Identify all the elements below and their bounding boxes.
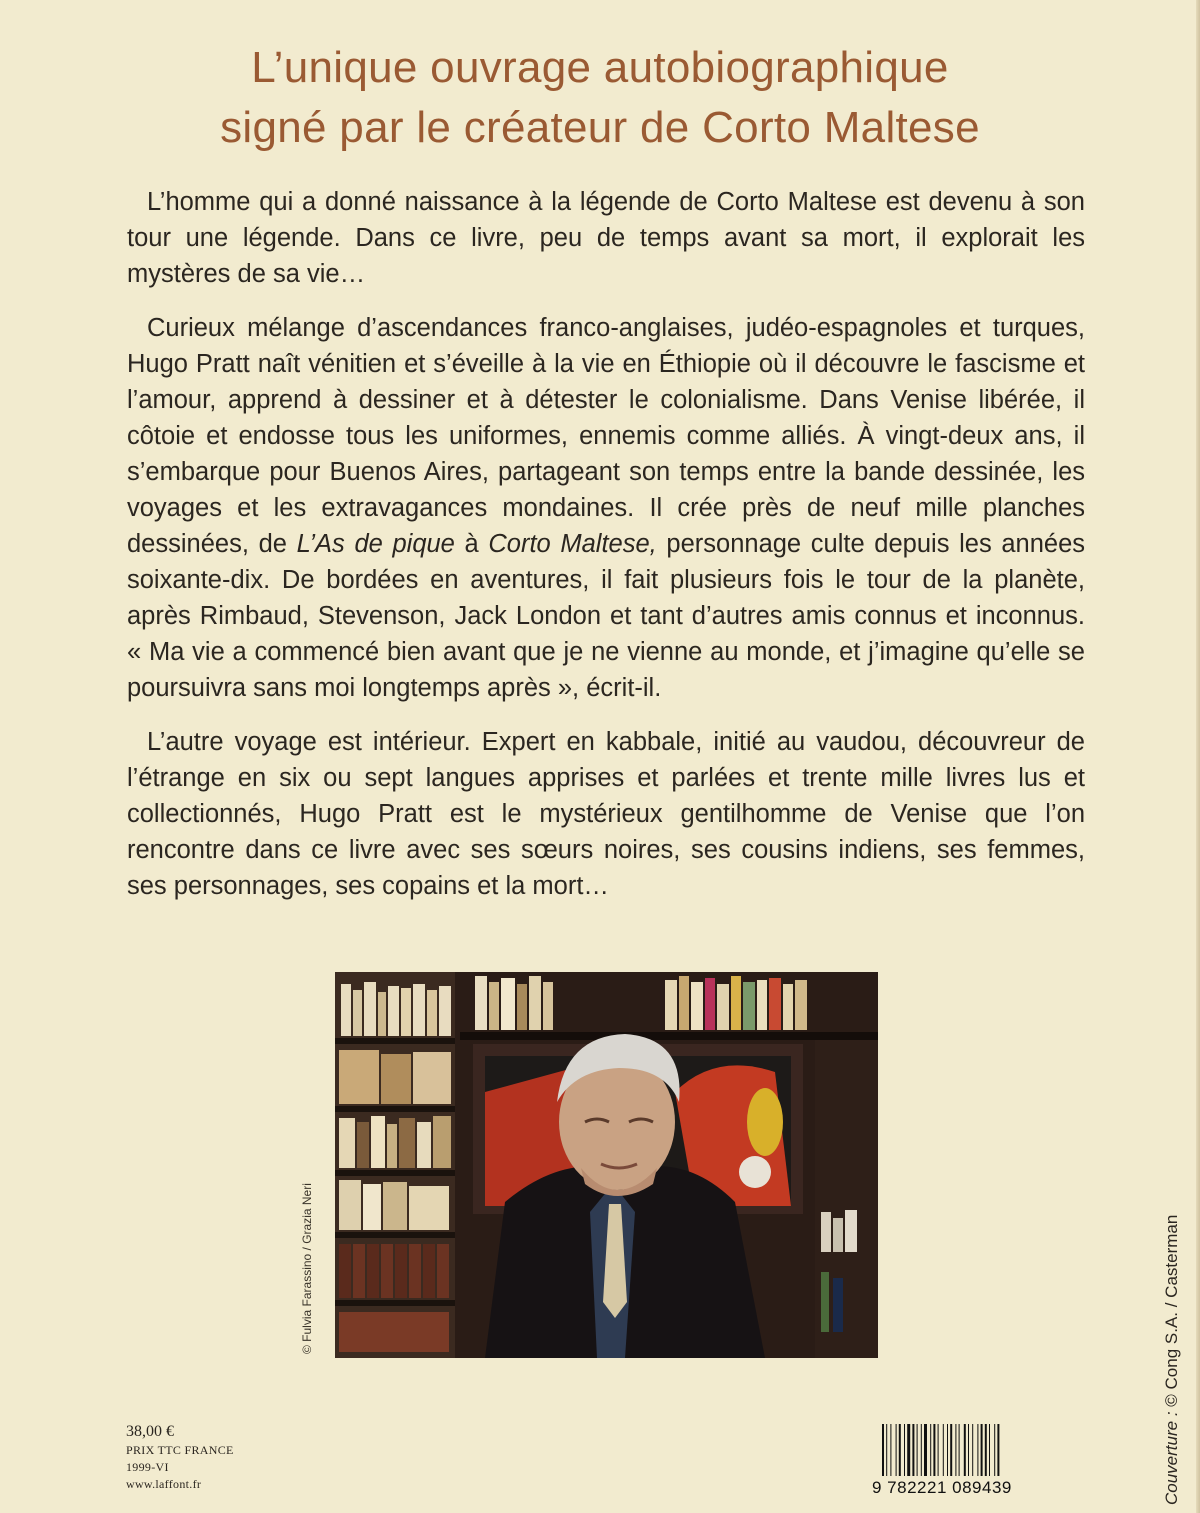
- headline-line-1: L’unique ouvrage autobiographique: [251, 43, 949, 92]
- barcode-bar: [904, 1424, 905, 1476]
- barcode-bar: [989, 1424, 990, 1476]
- blurb: [127, 184, 1085, 922]
- barcode-bar: [947, 1424, 948, 1476]
- barcode-bars: [872, 1424, 1048, 1478]
- photo-credit: © Fulvia Farassino / Grazia Neri: [300, 1183, 314, 1354]
- barcode-bar: [896, 1424, 897, 1476]
- book-title-corto-maltese: Corto Maltese,: [488, 530, 657, 558]
- price-amount: 38,00 €: [126, 1423, 174, 1440]
- barcode-bar: [907, 1424, 910, 1476]
- cover-credit-text: © Cong S.A. / Casterman: [1162, 1214, 1181, 1412]
- print-code: 1999-VI: [126, 1460, 169, 1474]
- barcode-bar: [968, 1424, 969, 1476]
- blurb-paragraph-3: L’autre voyage est intérieur. Expert en kabbale, initié au vaudou, découvreur de l’étrange en six ou sept langues apprises et parlées et trente mille livres lus et collectionnés, Hugo Pratt est le mystérieux gentilhomme de Venise que l’on rencontre dans ce livre avec ses sœurs noires, ses cousins indiens, ses femmes, ses personnages, ses copains et la mort…: [127, 728, 1085, 900]
- blurb-p2-text-a: Curieux mélange d’ascendances franco-anglaises, judéo-espagnoles et turques, Hugo Pratt naît vénitien et s’éveille à la vie en Éthiopie où il découvre le fascisme et l’amour, apprend à dessiner et à détester le colonialisme. Dans Venise libérée, il côtoie et endosse tous les uniformes, ennemis comme alliés. À vingt-deux ans, il s’embarque pour Buenos Aires, partageant son temps entre la bande dessinée, les voyages et les extravagances mondaines. Il crée près de neuf mille planches dessinées, de: [127, 314, 1085, 558]
- author-photo: [335, 972, 878, 1358]
- barcode-bar: [972, 1424, 973, 1476]
- barcode-bar: [921, 1424, 922, 1476]
- barcode-bar: [882, 1424, 884, 1476]
- barcode-bar: [890, 1424, 891, 1476]
- barcode-bar: [994, 1424, 995, 1476]
- barcode-digits: 9 782221 089439: [872, 1478, 1012, 1497]
- blurb-p2-text-b: à: [454, 530, 489, 558]
- barcode-bar: [955, 1424, 956, 1476]
- barcode-bar: [917, 1424, 918, 1476]
- barcode-bar: [964, 1424, 966, 1476]
- price-label: PRIX TTC FRANCE: [126, 1443, 234, 1457]
- headline-line-2: signé par le créateur de Corto Maltese: [220, 103, 980, 152]
- barcode-bar: [997, 1424, 999, 1476]
- cover-edge: [1196, 0, 1200, 1513]
- publisher-website: www.laffont.fr: [126, 1477, 202, 1491]
- barcode-bar: [981, 1424, 983, 1476]
- headline: [0, 38, 1200, 158]
- barcode-bar: [930, 1424, 931, 1476]
- barcode-bar: [912, 1424, 914, 1476]
- barcode-bar: [959, 1424, 960, 1476]
- blurb-p2-text-c: personnage culte depuis les années soixante-dix. De bordées en aventures, il fait plusieurs fois le tour de la planète, après Rimbaud, Stevenson, Jack London et tant d’autres amis connus et inconnus. « Ma vie a commencé bien avant que je ne vienne au monde, et j’imagine qu’elle se poursuivra sans moi longtemps après », écrit-il.: [127, 530, 1086, 702]
- barcode-bar: [938, 1424, 939, 1476]
- barcode-bar: [977, 1424, 978, 1476]
- blurb-paragraph-1: L’homme qui a donné naissance à la légende de Corto Maltese est devenu à son tour une légende. Dans ce livre, peu de temps avant sa mort, il explorait les mystères de sa vie…: [127, 188, 1085, 288]
- barcode-bar: [899, 1424, 901, 1476]
- cover-credit-label: Couverture :: [1162, 1411, 1181, 1505]
- barcode-bar: [985, 1424, 987, 1476]
- cover-credit: [1162, 1215, 1182, 1505]
- blurb-paragraph-2: [127, 310, 1085, 706]
- book-title-as-de-pique: L’As de pique: [296, 530, 455, 558]
- price-block: [126, 1422, 234, 1493]
- barcode-bar: [924, 1424, 927, 1476]
- barcode-bar: [950, 1424, 952, 1476]
- barcode-bar: [933, 1424, 935, 1476]
- barcode-bar: [886, 1424, 887, 1476]
- barcode-bar: [943, 1424, 944, 1476]
